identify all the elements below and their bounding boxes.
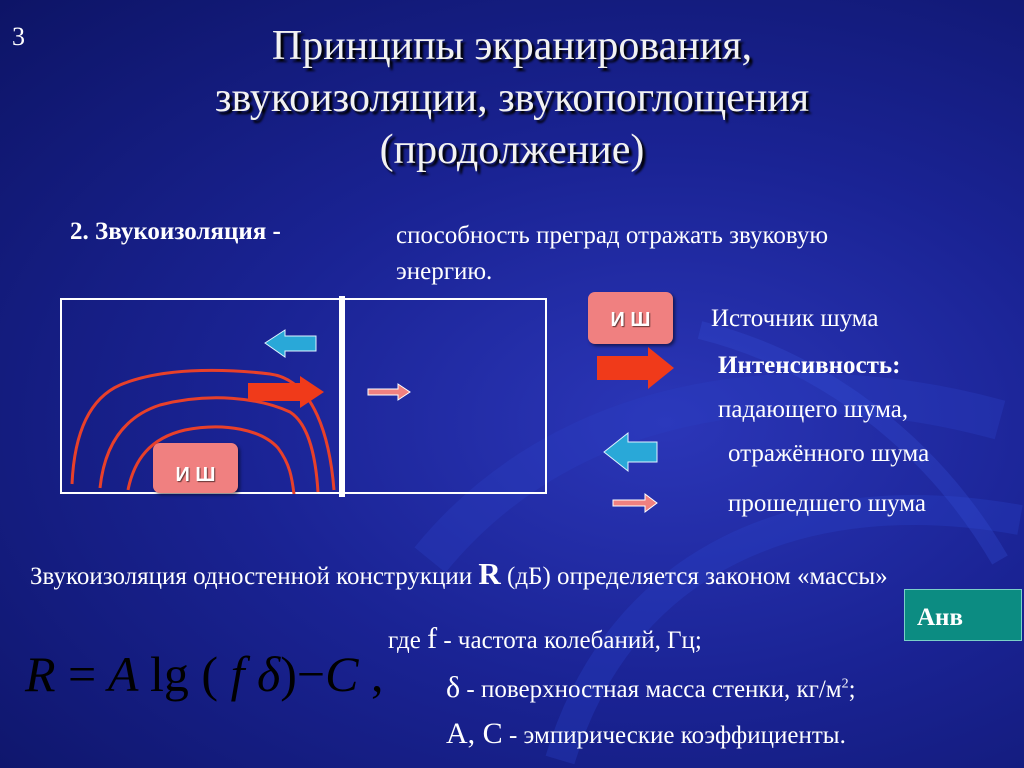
title-line: Принципы экранирования, (271, 23, 753, 69)
where-line-f (388, 622, 702, 656)
where-line-ac (446, 717, 846, 751)
legend-heading: Интенсивность: (718, 352, 901, 379)
reflected-arrow-icon (604, 433, 657, 471)
legend-source-label: Источник шума (711, 305, 879, 332)
law-symbol: R (478, 556, 501, 591)
where-prefix: где (388, 627, 421, 654)
noise-source-badge: И Ш (153, 443, 238, 493)
legend-transmitted-label: прошедшего шума (728, 490, 927, 517)
where-end: ; (848, 676, 856, 703)
formula-lg: lg (150, 646, 189, 702)
incident-arrow-icon (597, 347, 674, 389)
transmitted-arrow-icon (368, 384, 410, 400)
where-line-delta (446, 671, 856, 705)
where-symbol-delta: δ (446, 671, 461, 704)
definition-text: способность преград отражать звуковую энергию. (396, 222, 829, 285)
anv-button[interactable]: Анв (904, 589, 1022, 641)
slide-number: 3 (12, 22, 25, 51)
legend-noise-source-badge: И Ш (588, 292, 673, 344)
law-text-before: Звукоизоляция одностенной конструкции (30, 563, 473, 590)
where-symbol-f: f (427, 622, 438, 655)
where-text-f: - частота колебаний, Гц; (443, 627, 702, 654)
mass-law-formula (25, 645, 383, 703)
formula-eq: = (68, 646, 97, 702)
transmitted-arrow-icon (613, 494, 657, 512)
title-line: звукоизоляции, звукопоглощения (214, 75, 810, 121)
where-text-ac: - эмпирические коэффициенты. (508, 722, 846, 749)
definition-term: 2. Звукоизоляция - (70, 218, 281, 245)
where-sup: 2 (841, 676, 849, 692)
law-text-after: (дБ) определяется законом «массы» (507, 563, 888, 590)
legend-incident-label: падающего шума, (718, 396, 909, 423)
reflected-arrow-icon (265, 330, 316, 357)
formula-A: A (107, 646, 138, 702)
formula-comma: , (370, 646, 384, 702)
formula-R: R (25, 646, 56, 702)
formula-delta: δ (256, 646, 281, 702)
formula-close: ) (280, 646, 297, 702)
formula-C: C (325, 646, 359, 702)
where-symbol-ac: A, C (446, 717, 503, 750)
legend-reflected-label: отражённого шума (728, 440, 930, 467)
formula-minus: − (296, 646, 326, 702)
formula-open: ( (201, 646, 219, 702)
mass-law-statement (10, 555, 970, 596)
where-text-delta: - поверхностная масса стенки, кг/м (466, 676, 842, 703)
formula-f: f (230, 646, 245, 702)
title-line: (продолжение) (379, 127, 645, 173)
